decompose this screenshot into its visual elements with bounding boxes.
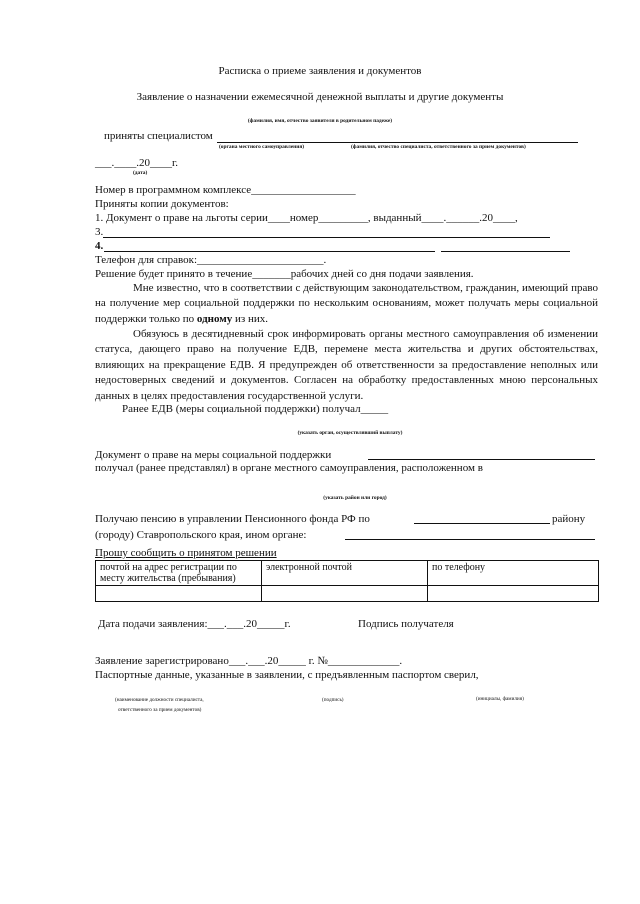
caption-specialist: (фамилия, отчество специалиста, ответственного за прием документов) bbox=[351, 144, 526, 150]
pension-district: району bbox=[552, 513, 586, 525]
specialist-line bbox=[217, 142, 578, 143]
pension-other-authority: (городу) Ставропольского края, ином органе: bbox=[95, 529, 307, 541]
notify-mark-email[interactable] bbox=[262, 586, 428, 602]
caption-date: (дата) bbox=[133, 170, 148, 176]
caption-authority: (органа местного самоуправления) bbox=[219, 144, 305, 150]
caption-signature: (подпись) bbox=[322, 697, 344, 703]
registration-line: Заявление зарегистрировано___.___.20_____ г. №_____________. bbox=[95, 655, 403, 667]
paragraph-obligation: Обязуюсь в десятидневный срок информировать органы местного самоуправления об изменении статуса, дающего право на получение ЕДВ, перемене места жительства и других обстоятельствах, влияющих на прекращение ЕДВ. Я предупрежден об ответственности за предоставление неполных или недостоверных сведений и документов. Согласен на обработку предоставленных мною персональных данных в целях предоставления государственной услуги. bbox=[95, 328, 598, 402]
caption-organization: (указать орган, осуществлявший выплату) bbox=[297, 430, 403, 436]
document-item-4-line-a bbox=[104, 251, 435, 252]
document-item-4: 4. bbox=[95, 240, 104, 252]
document-item-3: 3. bbox=[95, 226, 104, 238]
submit-date: Дата подачи заявления:___.___.20_____г. bbox=[98, 618, 291, 630]
decision-term: Решение будет принято в течение_______рабочих дней со дня подачи заявления. bbox=[95, 268, 474, 280]
notify-option-phone[interactable]: по телефону bbox=[428, 561, 599, 586]
notify-option-email[interactable]: электронной почтой bbox=[262, 561, 428, 586]
caption-district: (указать район или город) bbox=[323, 495, 387, 501]
accepted-label: приняты специалистом bbox=[104, 130, 213, 142]
pension-other-line bbox=[345, 539, 595, 540]
acceptance-date: ___.____.20____г. bbox=[95, 157, 179, 169]
caption-position-1: (наименование должности специалиста, bbox=[115, 697, 204, 703]
caption-position-2: ответственного за прием документов) bbox=[118, 707, 202, 713]
program-number: Номер в программном комплексе___________________ bbox=[95, 184, 356, 196]
copies-accepted: Приняты копии документов: bbox=[95, 198, 229, 210]
previous-edv: Ранее ЕДВ (меры социальной поддержки) получал_____ bbox=[122, 403, 389, 415]
document-item-3-line bbox=[103, 237, 550, 238]
caption-initials: (инициалы, фамилия) bbox=[476, 696, 524, 702]
passport-check: Паспортные данные, указанные в заявлении, с предъявленным паспортом сверил, bbox=[95, 669, 479, 681]
paragraph-awareness bbox=[95, 281, 598, 327]
notify-mark-post[interactable] bbox=[96, 586, 262, 602]
notify-label: Прошу сообщить о принятом решении bbox=[95, 547, 277, 559]
document-subtitle: Заявление о назначении ежемесячной денежной выплаты и другие документы bbox=[136, 91, 504, 103]
recipient-signature: Подпись получателя bbox=[358, 618, 454, 630]
document-item-1: 1. Документ о праве на льготы серии____номер_________, выданный____.______.20____, bbox=[95, 212, 518, 224]
notify-options-table bbox=[95, 560, 599, 602]
notify-option-post[interactable]: почтой на адрес регистрации по месту жительства (пребывания) bbox=[96, 561, 262, 586]
document-right-label: Документ о праве на меры социальной поддержки bbox=[95, 449, 332, 461]
caption-applicant: (фамилия, имя, отчество заявителя в родительном падеже) bbox=[247, 118, 393, 124]
paragraph-awareness-bold: одному bbox=[196, 312, 233, 325]
document-item-4-line-b bbox=[441, 251, 570, 252]
document-right-authority: получал (ранее представлял) в органе местного самоуправления, расположенном в bbox=[95, 462, 483, 474]
phone-line: Телефон для справок:_______________________. bbox=[95, 254, 327, 266]
notify-mark-phone[interactable] bbox=[428, 586, 599, 602]
document-title: Расписка о приеме заявления и документов bbox=[218, 65, 422, 77]
pension-line bbox=[414, 523, 550, 524]
document-right-line bbox=[368, 459, 595, 460]
paragraph-awareness-text-b: из них. bbox=[232, 312, 269, 325]
pension-label: Получаю пенсию в управлении Пенсионного фонда РФ по bbox=[95, 513, 370, 525]
paragraph-awareness-text-a: Мне известно, что в соответствии с действующим законодательством, гражданин, имеющий право на получение мер социальной поддержки по нескольким основаниям, может получать меры социальной поддержки только по bbox=[95, 282, 598, 325]
